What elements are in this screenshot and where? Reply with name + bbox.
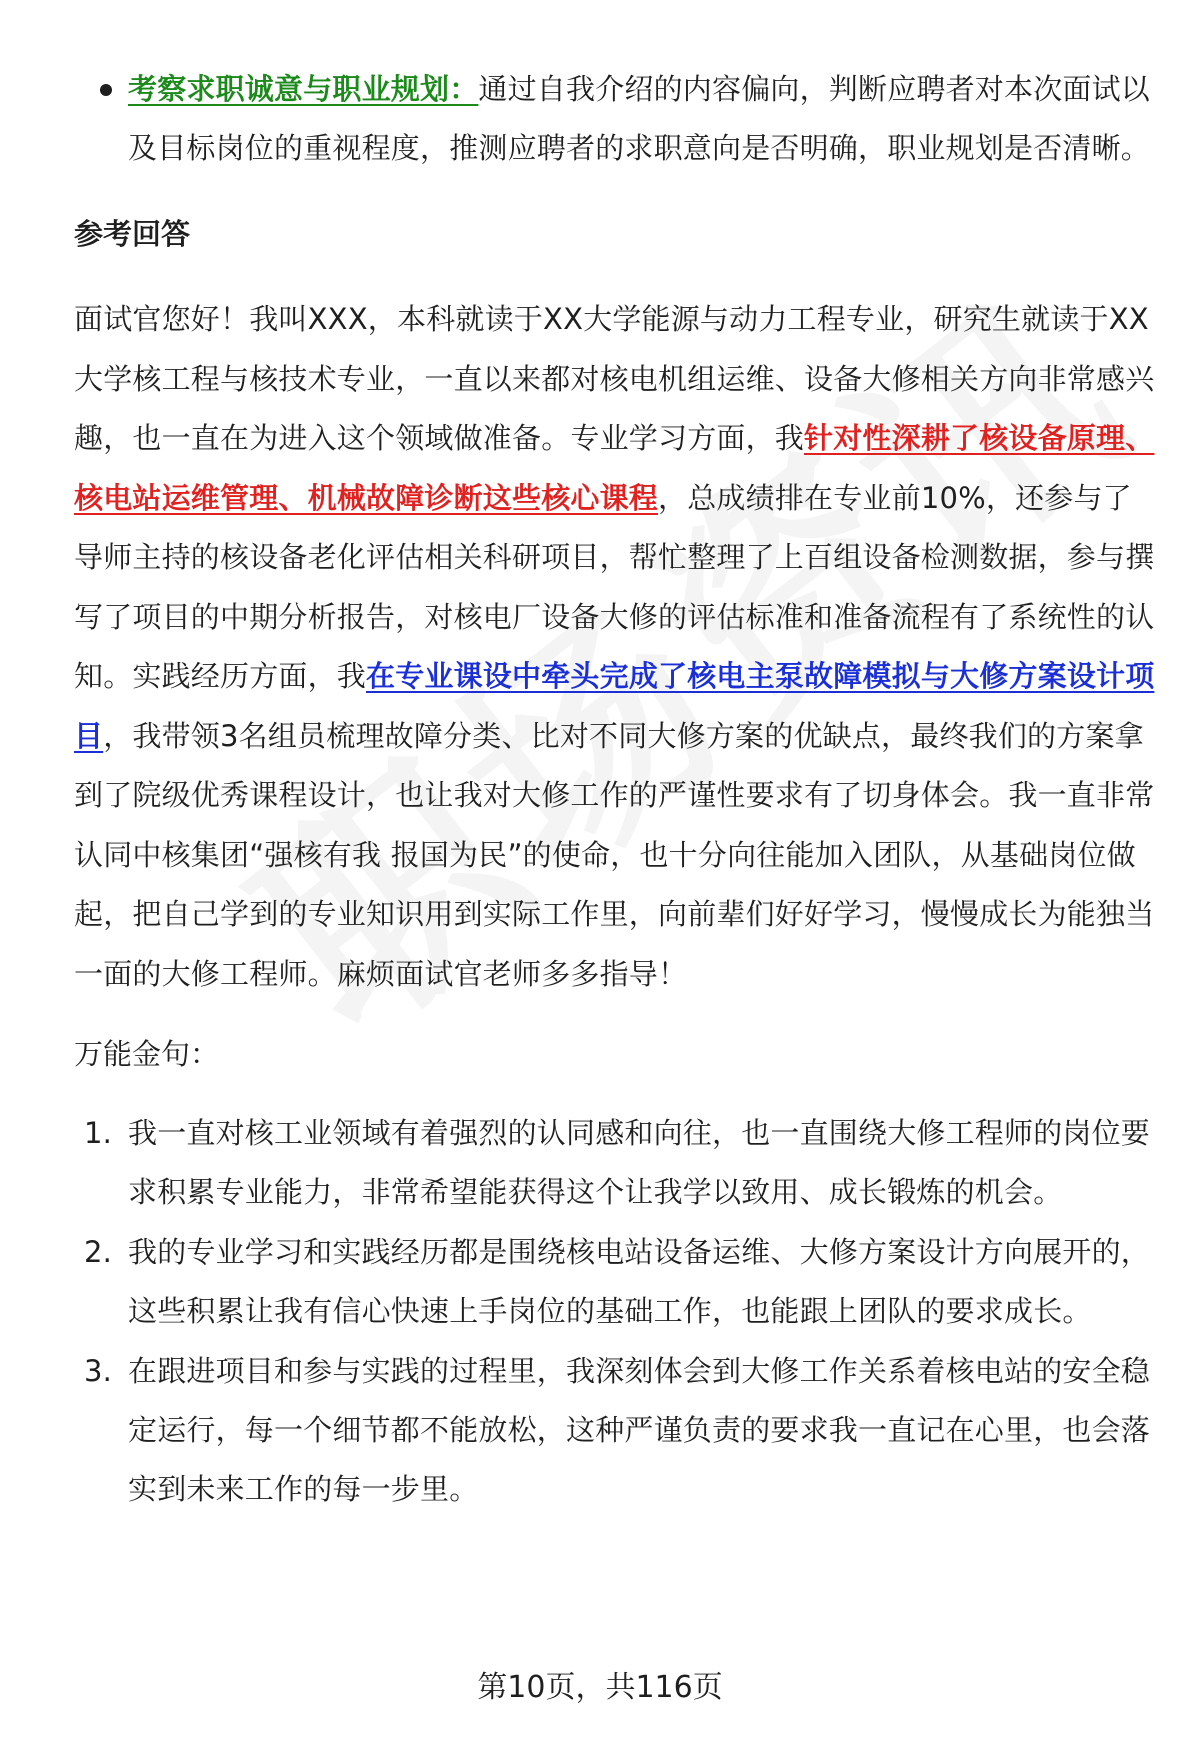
- answer-text-part3: ，我带领3名组员梳理故障分类、比对不同大修方案的优缺点，最终我们的方案拿到了院级优秀课程设计，也让我对大修工作的严谨性要求有了切身体会。我一直非常认同中核集团“强核有我 报国为民”的使命，也十分向往能加入团队，从基础岗位做起，把自己学到的专业知识用到实际工作里，向前辈们好好学习，慢慢成长为能独当一面的大修工程师。麻烦面试官老师多多指导！: [74, 718, 1155, 991]
- list-item: [74, 1104, 1160, 1222]
- list-item-number: 2.: [84, 1235, 113, 1269]
- list-item-number: 3.: [84, 1354, 113, 1388]
- answer-paragraph: [74, 290, 1160, 1004]
- list-item: [74, 1223, 1160, 1341]
- section-heading: 参考回答: [74, 217, 191, 251]
- answer-red-highlight: 针对性深耕了核设备原理、核电站运维管理、机械故障诊断这些核心课程: [74, 421, 1155, 515]
- bullet-text: 通过自我介绍的内容偏向，判断应聘者对本次面试以及目标岗位的重视程度，推测应聘者的求职意向是否明确，职业规划是否清晰。: [128, 72, 1151, 165]
- golden-sentences-label: 万能金句：: [74, 1037, 220, 1071]
- list-item-text: 在跟进项目和参与实践的过程里，我深刻体会到大修工作关系着核电站的安全稳定运行，每一个细节都不能放松，这种严谨负责的要求我一直记在心里，也会落实到未来工作的每一步里。: [128, 1354, 1151, 1506]
- list-item-text: 我一直对核工业领域有着强烈的认同感和向往，也一直围绕大修工程师的岗位要求积累专业能力，非常希望能获得这个让我学以致用、成长锻炼的机会。: [128, 1116, 1151, 1209]
- list-item-number: 1.: [84, 1116, 113, 1150]
- bullet-dot-icon: [100, 84, 112, 96]
- bullet-item: [74, 60, 1160, 178]
- answer-text-part1: 面试官您好！我叫XXX，本科就读于XX大学能源与动力工程专业，研究生就读于XX大学核工程与核技术专业，一直以来都对核电机组运维、设备大修相关方向非常感兴趣，也一直在为进入这个领域做准备。专业学习方面，我: [74, 302, 1155, 455]
- golden-sentences-list: [74, 1104, 1160, 1519]
- list-item-text: 我的专业学习和实践经历都是围绕核电站设备运维、大修方案设计方向展开的，这些积累让我有信心快速上手岗位的基础工作，也能跟上团队的要求成长。: [128, 1235, 1151, 1328]
- page-content: [74, 60, 1160, 1520]
- answer-blue-highlight: 在专业课设中牵头完成了核电主泵故障模拟与大修方案设计项目: [74, 659, 1155, 753]
- page-footer: 第10页，共116页: [477, 1670, 723, 1705]
- bullet-highlight: 考察求职诚意与职业规划：: [128, 72, 479, 106]
- answer-text-part2: ，总成绩排在专业前10%，还参与了导师主持的核设备老化评估相关科研项目，帮忙整理了上百组设备检测数据，参与撰写了项目的中期分析报告，对核电厂设备大修的评估标准和准备流程有了系统性的认知。实践经历方面，我: [74, 480, 1155, 693]
- list-item: [74, 1342, 1160, 1519]
